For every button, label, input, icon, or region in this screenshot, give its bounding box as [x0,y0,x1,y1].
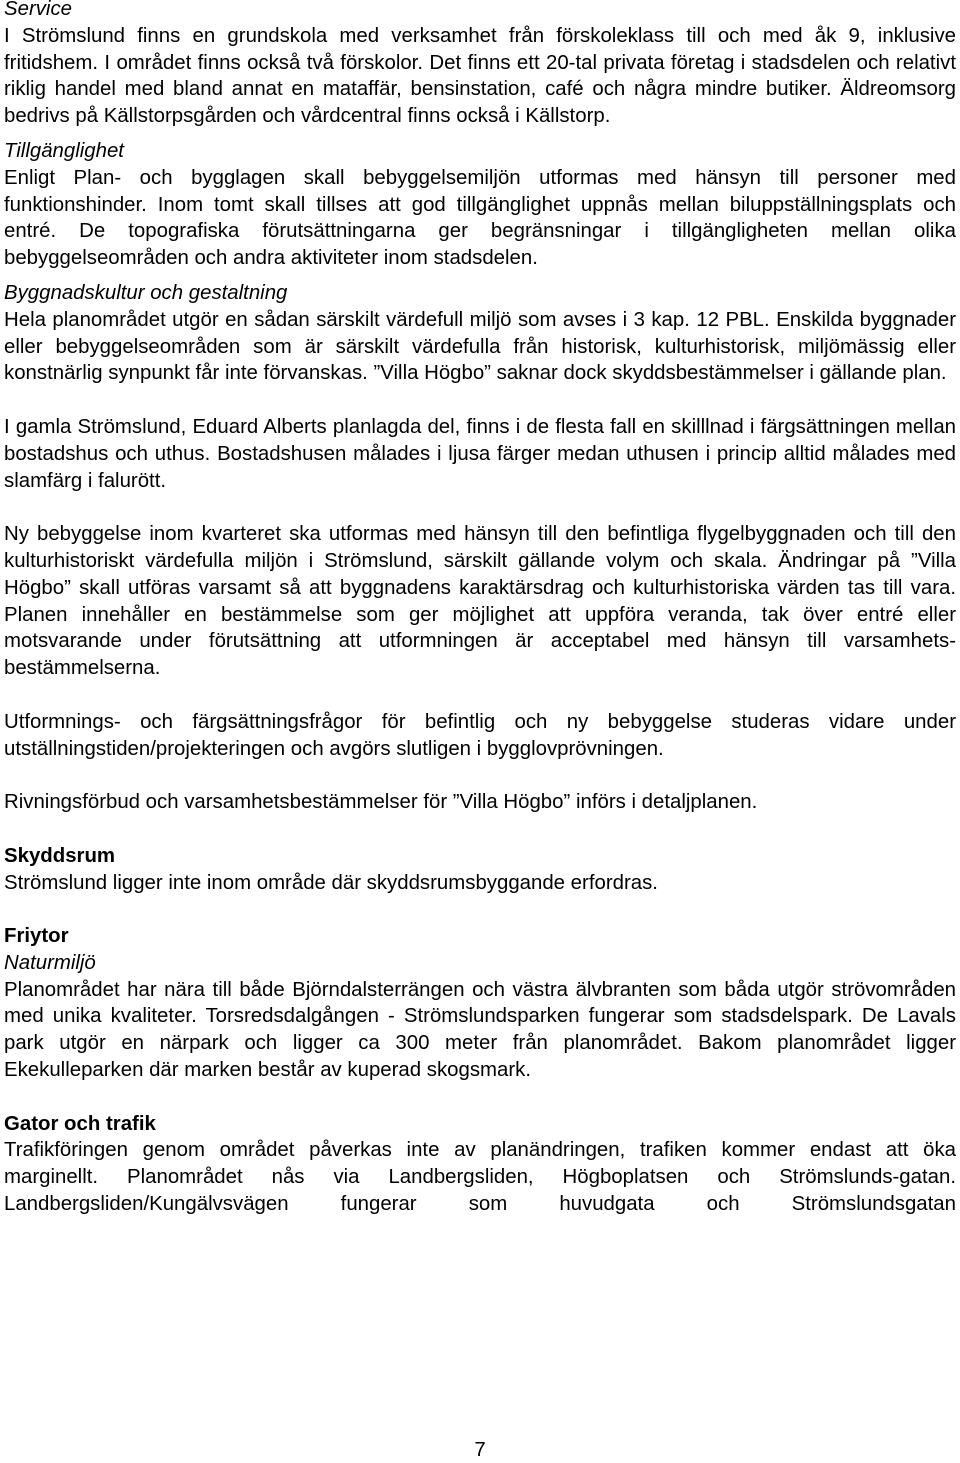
open-space-text: Planområdet har nära till både Björndalsterrängen och västra älvbranten som båda utgör strövområden med unika kvaliteter. Torsredsdalgången - Strömslundsparken fungerar som stadsdelspark. De Lavals park utgör en närpark och ligger ca 300 meter från planområdet. Bakom planområdet ligger Ekekulleparken där marken består av kuperad skogsmark. [4,978,956,1082]
shelter-heading: Skyddsrum [4,844,116,867]
building-culture-heading: Byggnadskultur och gestaltning [4,281,288,304]
document-page [4,0,956,1218]
page-number: 7 [474,1439,486,1461]
shelter-text: Strömslund ligger inte inom område där skyddsrumsbyggande erfordras. [4,871,658,894]
accessibility-text: Enligt Plan- och bygglagen skall bebyggelsemiljön utformas med hänsyn till personer med funktionshinder. Inom tomt skall tillses att god tillgänglighet uppnås mellan biluppställningsplats och entré. De topografiska förutsättningarna ger begränsningar i tillgängligheten mellan olika bebyggelseområden och andra aktiviteter inom stadsdelen. [4,166,956,270]
service-heading: Service [4,0,72,20]
building-culture-paragraph-3: Ny bebyggelse inom kvarteret ska utformas med hänsyn till den befintliga flygelbyggnaden och till den kulturhistoriskt värdefulla miljön i Strömslund, särskilt gällande volym och skala. Ändringar på ”Villa Högbo” skall utföras varsamt så att byggnadens karaktärsdrag och kulturhistoriska värden tas till vara. Planen innehåller en bestämmelse som ger möjlighet att uppföra veranda, tak över entré eller motsvarande under förutsättning att utformningen är acceptabel med hänsyn till varsamhets-bestämmelserna. [4,523,956,680]
building-culture-paragraph-2: I gamla Strömslund, Eduard Alberts planlagda del, finns i de flesta fall en skilllnad i färgsättningen mellan bostadshus och uthus. Bostadshusen målades i ljusa färger medan uthusen i princip alltid målades med slamfärg i falurött. [4,415,956,492]
open-space-heading: Friytor [4,925,69,948]
nature-subheading: Naturmiljö [4,951,96,974]
accessibility-heading: Tillgänglighet [4,139,124,162]
building-culture-paragraph-1: Hela planområdet utgör en sådan särskilt värdefull miljö som avses i 3 kap. 12 PBL. Enskilda byggnader eller bebyggelseområden som är särskilt värdefulla från historisk, kulturhistorisk, miljömässig eller konstnärlig synpunkt får inte förvanskas. ”Villa Högbo” saknar dock skyddsbestämmelser i gällande plan. [4,308,956,385]
traffic-text: Trafikföringen genom området påverkas inte av planändringen, trafiken kommer endast att öka marginellt. Planområdet nås via Landbergsliden, Högboplatsen och Strömslunds-gatan. Landbergsliden/Kungälvsvägen fungerar som huvudgata och Strömslundsgatan [4,1139,956,1216]
service-text: I Strömslund finns en grundskola med verksamhet från förskoleklass till och med åk 9, inklusive fritidshem. I området finns också två förskolor. Det finns ett 20-tal privata företag i stadsdelen och relativt riklig handel med bland annat en mataffär, bensinstation, café och några mindre butiker. Äldreomsorg bedrivs på Källstorpsgården och vårdcentral finns också i Källstorp. [4,24,956,128]
building-culture-paragraph-4: Utformnings- och färgsättningsfrågor för befintlig och ny bebyggelse studeras vidare under utställningstiden/projekteringen och avgörs slutligen i bygglovprövningen. [4,710,956,760]
building-culture-paragraph-5: Rivningsförbud och varsamhetsbestämmelser för ”Villa Högbo” införs i detaljplanen. [4,791,758,814]
traffic-heading: Gator och trafik [4,1112,156,1135]
